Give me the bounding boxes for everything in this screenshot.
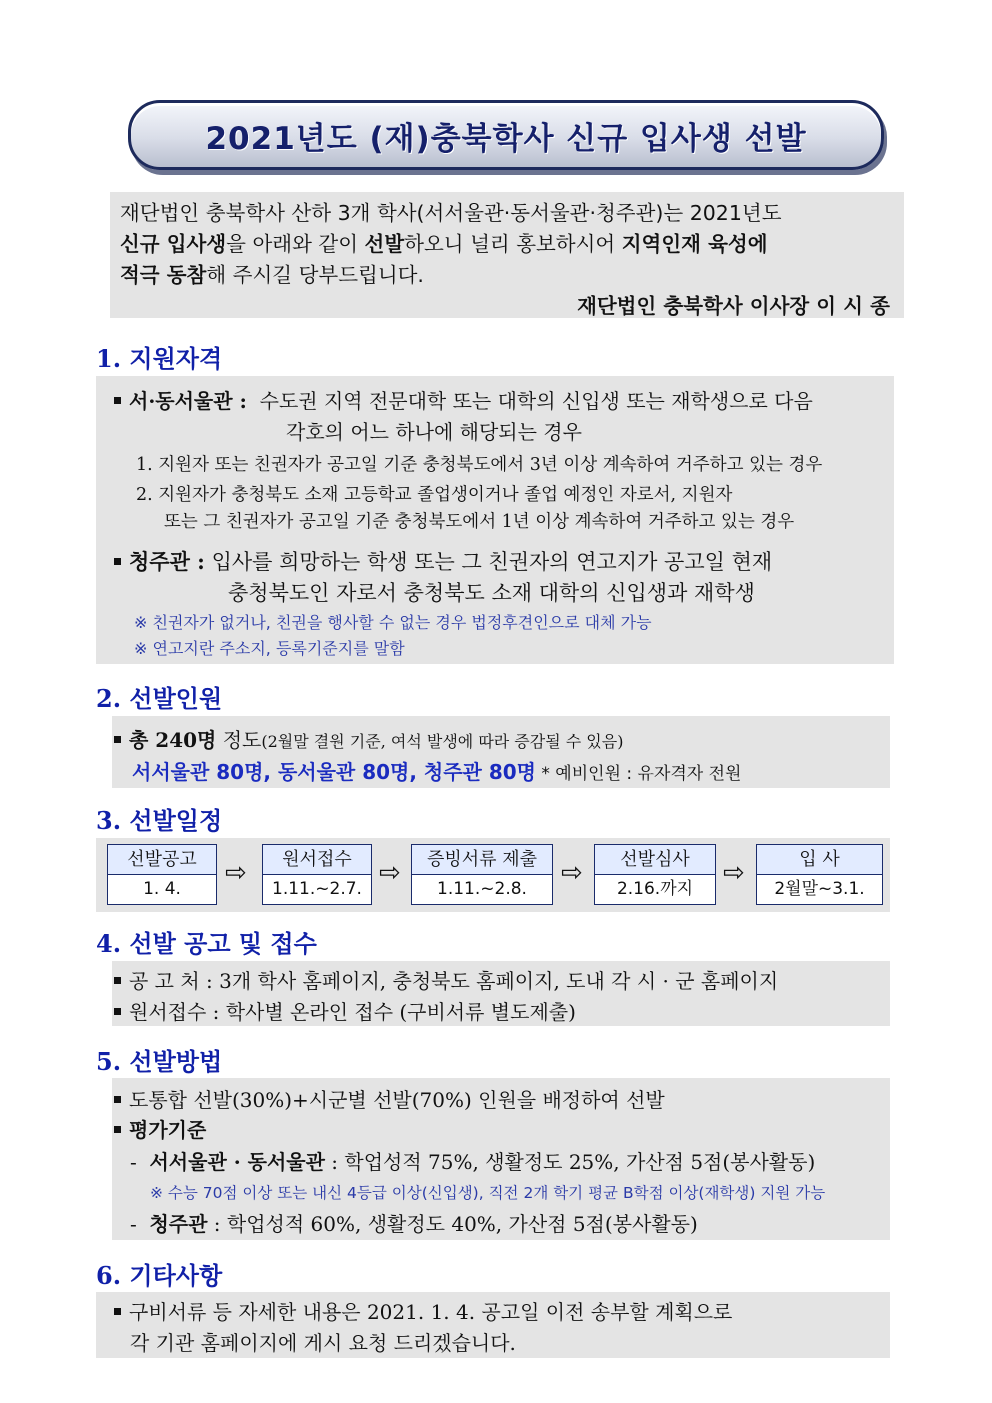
seoul-qualification (114, 385, 813, 414)
intro-text: 해 주시길 당부드립니다. (206, 263, 424, 287)
dash: - (130, 1150, 137, 1174)
criteria-seoul (130, 1146, 815, 1175)
qualification-item-1: 1. 지원자 또는 친권자가 공고일 기준 충청북도에서 3년 이상 계속하여 거주하고 있는 경우 (136, 455, 823, 475)
cheongju-label: 청주관 : (129, 549, 205, 574)
arrow-right-icon: ⇨ (723, 858, 745, 888)
schedule-step-date: 1.11.~2.7. (272, 879, 362, 899)
schedule-step-label: 증빙서류 제출 (412, 845, 552, 875)
criteria-heading (114, 1114, 206, 1143)
intro-text: 을 아래와 같이 (226, 232, 365, 256)
schedule-step-1 (107, 844, 217, 905)
intro-line-2 (120, 229, 894, 260)
criteria-seoul-note: ※ 수능 70점 이상 또는 내신 4등급 이상(신입생), 직전 2개 학기 평균 B학점 이상(재학생) 지원 가능 (150, 1184, 826, 1202)
title-banner (128, 100, 884, 170)
criteria-cheongju-label: 청주관 (149, 1212, 208, 1236)
schedule-step-date: 2.16.까지 (616, 879, 694, 899)
arrow-right-icon: ⇨ (225, 858, 247, 888)
cheongju-qualification (114, 546, 772, 576)
qualification-item-2-cont: 또는 그 친권자가 공고일 기준 충청북도에서 1년 이상 계속하여 거주하고 있는 경우 (164, 512, 795, 532)
intro-box (110, 192, 904, 318)
page-title: 2021년도 (재)충북학사 신규 입사생 선발 (205, 120, 807, 157)
announce-text: 공 고 처 : 3개 학사 홈페이지, 충청북도 홈페이지, 도내 각 시 · 군 홈페이지 (129, 969, 779, 993)
intro-emph-talent: 지역인재 육성에 (621, 232, 768, 256)
schedule-step-label: 입 사 (757, 845, 882, 875)
schedule-step-label: 선발심사 (595, 845, 715, 875)
application-method (114, 996, 576, 1025)
bullet (114, 977, 121, 984)
seoul-text: 수도권 지역 전문대학 또는 대학의 신입생 또는 재학생으로 다음 (259, 389, 813, 413)
arrow-right-icon: ⇨ (379, 858, 401, 888)
criteria-cheongju-text: : 학업성적 60%, 생활정도 40%, 가산점 5점(봉사활동) (207, 1212, 698, 1236)
bullet (114, 397, 121, 404)
quota-breakdown (132, 756, 741, 785)
selection-method (114, 1084, 665, 1113)
section-heading-5: 5. 선발방법 (96, 1047, 223, 1076)
misc-line-2: 각 기관 홈페이지에 게시 요청 드리겠습니다. (130, 1331, 516, 1355)
total-text: 정도 (216, 728, 262, 752)
cheongju-qualification-cont: 충청북도인 자로서 충청북도 소재 대학의 신입생과 재학생 (228, 581, 755, 605)
section-heading-3: 3. 선발일정 (96, 806, 223, 835)
qualification-item-2: 2. 지원자가 충청북도 소재 고등학교 졸업생이거나 졸업 예정인 자로서, 지원자 (136, 485, 733, 505)
bullet (114, 558, 121, 565)
reserve-note: * 예비인원 : 유자격자 전원 (536, 764, 742, 784)
section-heading-2: 2. 선발인원 (96, 684, 223, 713)
seoul-label: 서·동서울관 : (129, 389, 247, 413)
schedule-step-3 (411, 844, 553, 905)
misc-text: 구비서류 등 자세한 내용은 2021. 1. 4. 공고일 이전 송부할 계획으로 (129, 1300, 733, 1324)
schedule-step-label: 원서접수 (263, 845, 371, 875)
schedule-step-date: 2월말~3.1. (774, 879, 865, 899)
total-number: 총 240명 (129, 728, 217, 752)
bullet (114, 1308, 121, 1315)
schedule-step-4 (594, 844, 716, 905)
intro-signature: 재단법인 충북학사 이사장 이 시 종 (577, 294, 890, 318)
announce-places (114, 965, 778, 994)
note-hometown: ※ 연고지란 주소지, 등록기준지를 말함 (134, 639, 405, 658)
section-heading-4: 4. 선발 공고 및 접수 (96, 929, 317, 958)
cheongju-text: 입사를 희망하는 학생 또는 그 친권자의 연고지가 공고일 현재 (211, 550, 773, 574)
arrow-right-icon: ⇨ (561, 858, 583, 888)
schedule-step-date: 1.11.~2.8. (437, 879, 527, 899)
schedule-step-date: 1. 4. (143, 879, 181, 899)
bullet (114, 1008, 121, 1015)
schedule-step-2 (262, 844, 372, 905)
schedule-step-label: 선발공고 (108, 845, 216, 875)
dash: - (130, 1212, 137, 1236)
seoul-qualification-cont: 각호의 어느 하나에 해당되는 경우 (286, 420, 582, 444)
total-quota (114, 724, 623, 753)
intro-line-3 (120, 260, 894, 291)
criteria-seoul-text: : 학업성적 75%, 생활정도 25%, 가산점 5점(봉사활동) (324, 1150, 816, 1174)
quota-by-hall: 서서울관 80명, 동서울관 80명, 청주관 80명 (132, 760, 536, 784)
selection-text: 도통합 선발(30%)+시군별 선발(70%) 인원을 배정하여 선발 (129, 1088, 665, 1112)
criteria-seoul-label: 서서울관 · 동서울관 (149, 1150, 325, 1174)
intro-line-1: 재단법인 충북학사 산하 3개 학사(서서울관·동서울관·청주관)는 2021년도 (120, 201, 782, 225)
total-note: (2월말 결원 기준, 여석 발생에 따라 증감될 수 있음) (261, 732, 624, 751)
bullet (114, 736, 121, 743)
criteria-label: 평가기준 (129, 1118, 207, 1142)
bullet (114, 1126, 121, 1133)
application-text: 원서접수 : 학사별 온라인 접수 (구비서류 별도제출) (129, 1000, 576, 1024)
intro-emph-join: 적극 동참 (120, 263, 207, 287)
misc-line-1 (114, 1296, 732, 1325)
criteria-cheongju (130, 1208, 698, 1237)
section-heading-1: 1. 지원자격 (96, 344, 223, 373)
note-guardian: ※ 친권자가 없거나, 친권을 행사할 수 없는 경우 법정후견인으로 대체 가능 (134, 613, 652, 632)
schedule-step-5 (756, 844, 883, 905)
intro-emph-new: 신규 입사생 (120, 232, 227, 256)
section-heading-6: 6. 기타사항 (96, 1261, 223, 1290)
intro-emph-select: 선발 (364, 232, 405, 256)
bullet (114, 1096, 121, 1103)
intro-text: 하오니 널리 홍보하시어 (404, 232, 622, 256)
